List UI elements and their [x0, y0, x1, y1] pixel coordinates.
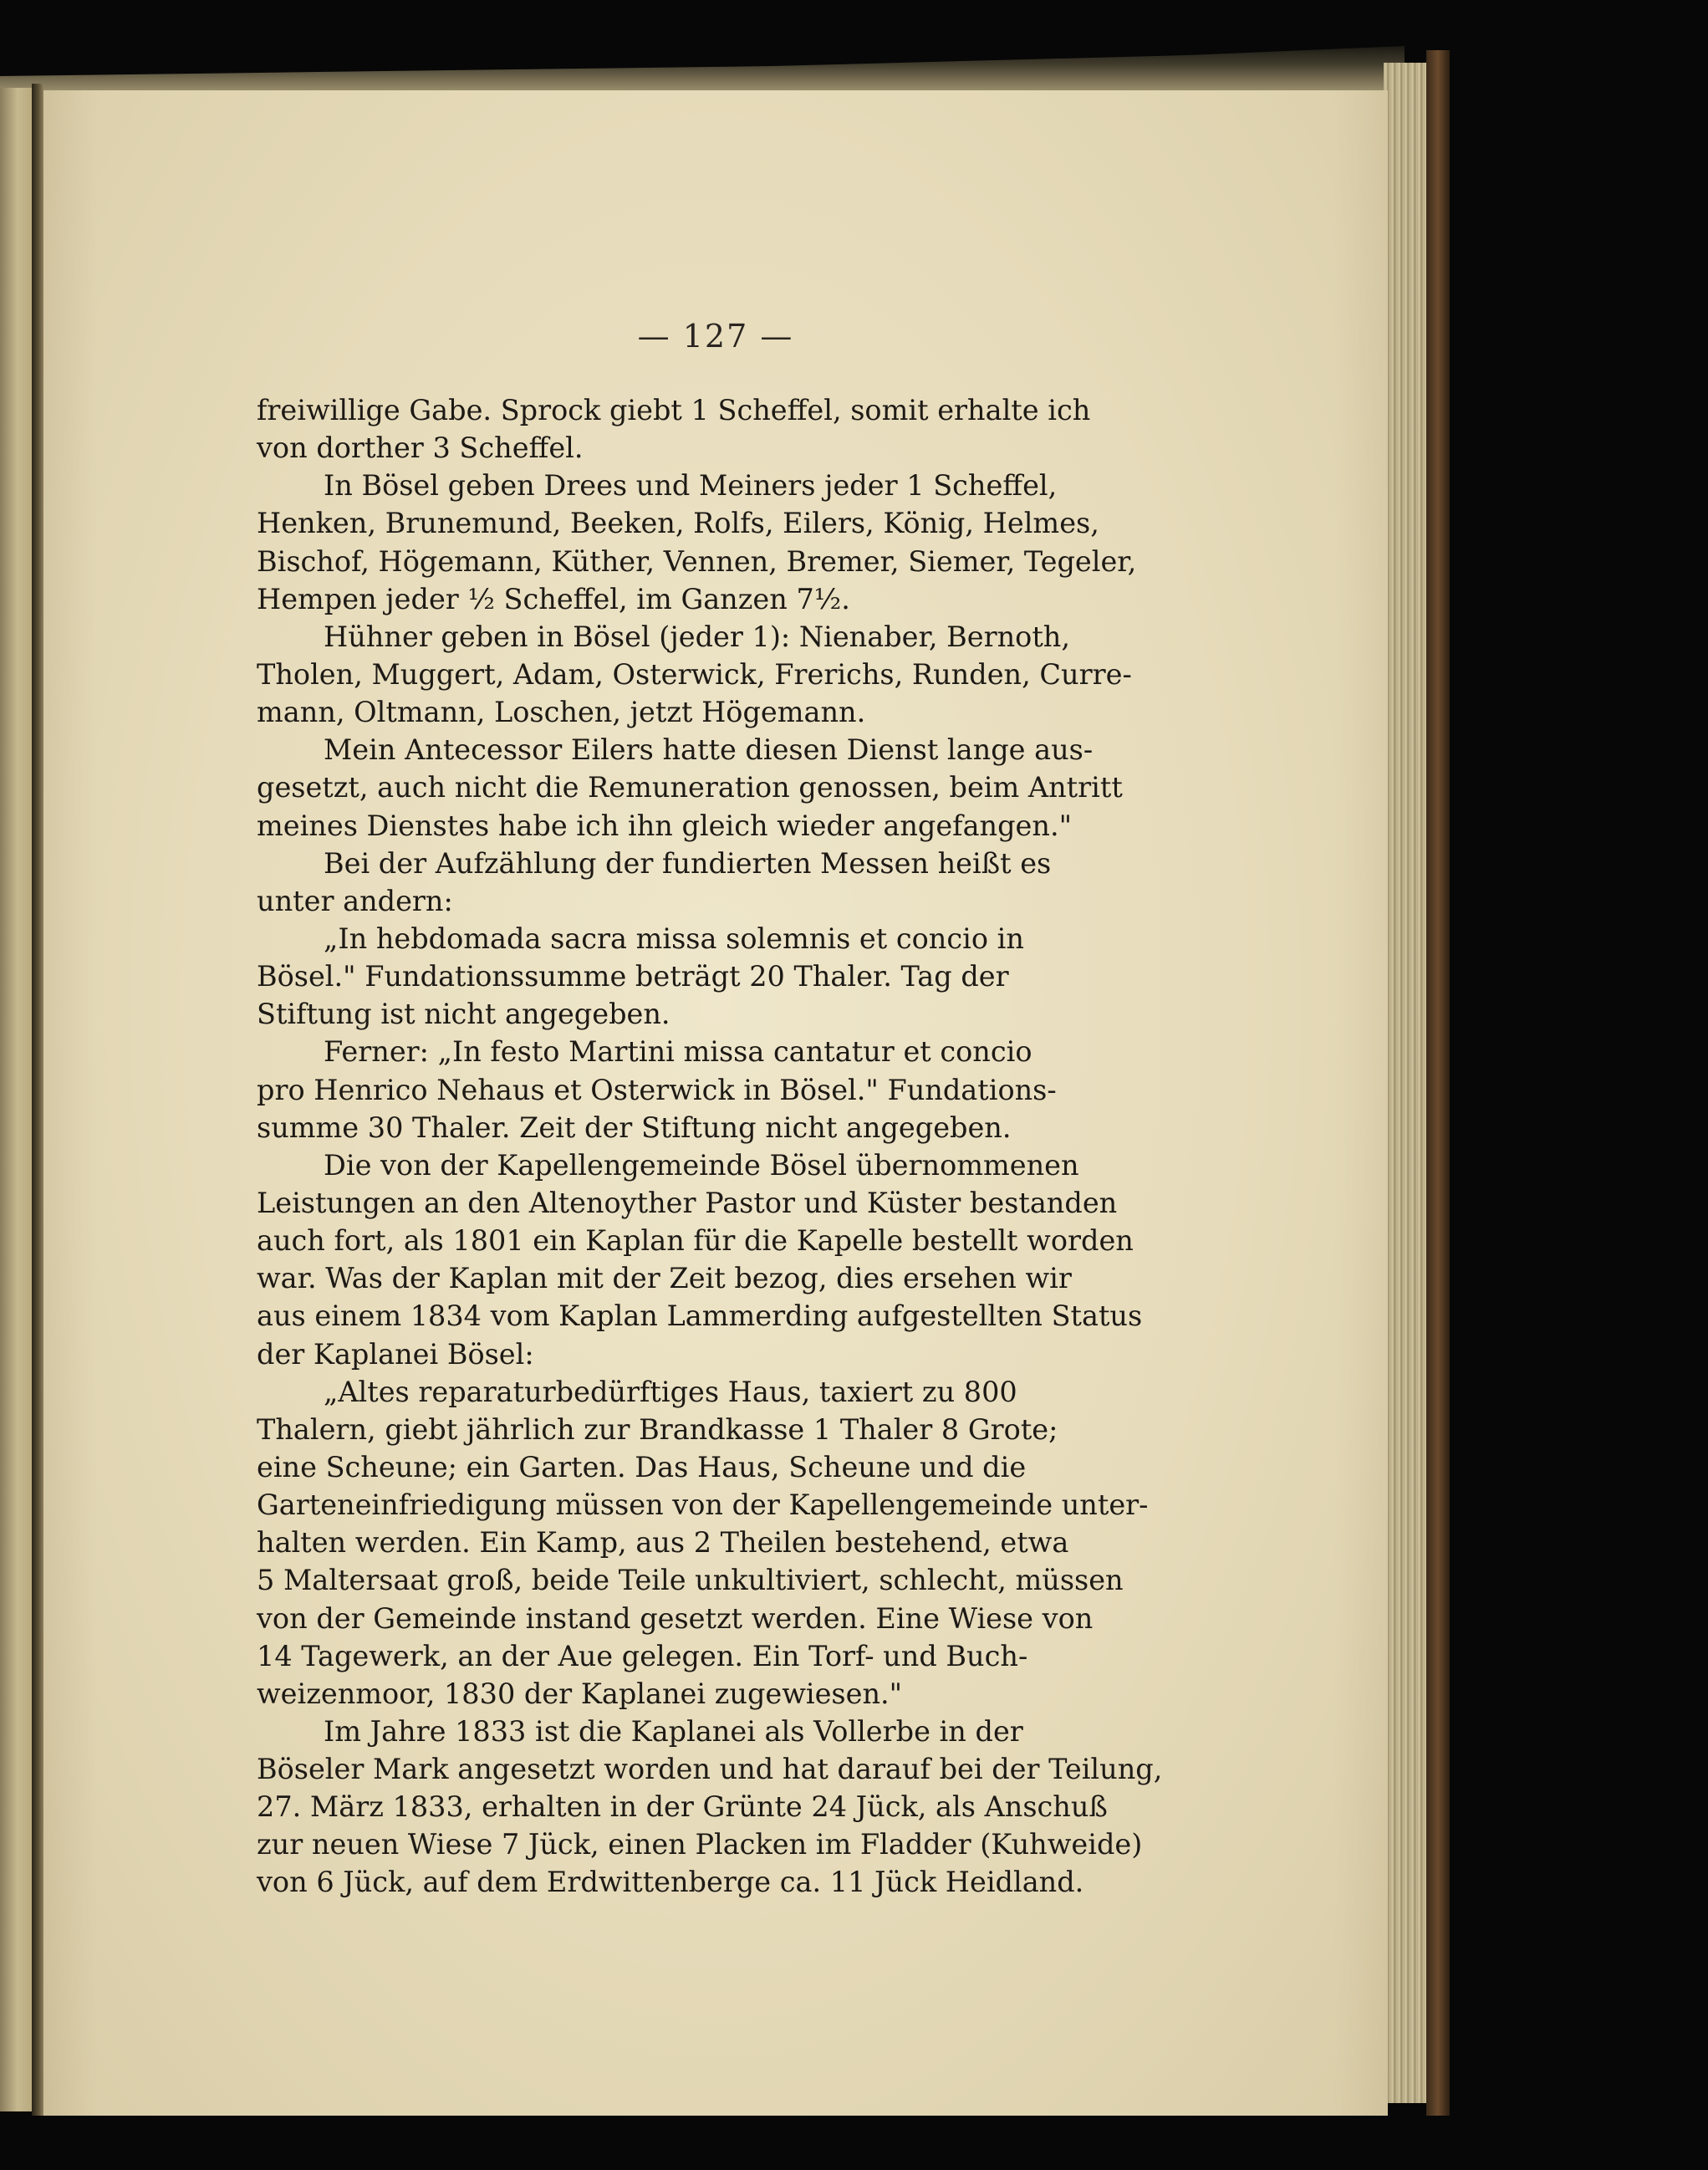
- text-line: Hempen jeder ½ Scheffel, im Ganzen 7½.: [257, 582, 850, 615]
- text-line: Tholen, Muggert, Adam, Osterwick, Frerichs, Runden, Curre-: [257, 657, 1132, 691]
- text-line: gesetzt, auch nicht die Remuneration genossen, beim Antritt: [257, 771, 1123, 804]
- text-line: meines Dienstes habe ich ihn gleich wieder angefangen.": [257, 809, 1073, 842]
- text-line: Böseler Mark angesetzt worden und hat darauf bei der Teilung,: [257, 1753, 1163, 1786]
- text-line: von der Gemeinde instand gesetzt werden. Eine Wiese von: [257, 1601, 1094, 1635]
- text-line: Thalern, giebt jährlich zur Brandkasse 1 Thaler 8 Grote;: [257, 1412, 1058, 1446]
- text-line: der Kaplanei Bösel:: [257, 1337, 534, 1371]
- text-line: summe 30 Thaler. Zeit der Stiftung nicht angegeben.: [257, 1111, 1012, 1144]
- text-line: 27. März 1833, erhalten in der Grünte 24 Jück, als Anschuß: [257, 1790, 1108, 1824]
- text-line: von 6 Jück, auf dem Erdwittenberge ca. 11 Jück Heidland.: [257, 1866, 1084, 1899]
- text-line: war. Was der Kaplan mit der Zeit bezog, dies ersehen wir: [257, 1262, 1072, 1295]
- text-line: „Altes reparaturbedürftiges Haus, taxiert zu 800: [324, 1375, 1017, 1408]
- text-line: „In hebdomada sacra missa solemnis et concio in: [324, 922, 1024, 955]
- text-line: weizenmoor, 1830 der Kaplanei zugewiesen.": [257, 1677, 903, 1710]
- text-line: von dorther 3 Scheffel.: [257, 431, 584, 465]
- text-line: Bei der Aufzählung der fundierten Messen heißt es: [324, 846, 1052, 880]
- text-line: Mein Antecessor Eilers hatte diesen Dienst lange aus-: [324, 733, 1094, 767]
- book-gutter: [32, 84, 43, 2116]
- text-line: 5 Maltersaat groß, beide Teile unkultiviert, schlecht, müssen: [257, 1564, 1124, 1597]
- text-line: Bösel." Fundationssumme beträgt 20 Thaler. Tag der: [257, 960, 1009, 993]
- text-line: auch fort, als 1801 ein Kaplan für die Kapelle bestellt worden: [257, 1224, 1134, 1258]
- text-line: freiwillige Gabe. Sprock giebt 1 Scheffel, somit erhalte ich: [257, 394, 1091, 426]
- page-text-body: [257, 391, 1202, 1902]
- text-line: Stiftung ist nicht angegeben.: [257, 998, 670, 1031]
- text-line: zur neuen Wiese 7 Jück, einen Placken im Fladder (Kuhweide): [257, 1828, 1143, 1861]
- text-line: Hühner geben in Bösel (jeder 1): Nienaber, Bernoth,: [324, 620, 1071, 653]
- page-stack-edge: [1384, 63, 1430, 2103]
- text-line: 14 Tagewerk, an der Aue gelegen. Ein Torf- und Buch-: [257, 1639, 1028, 1672]
- text-line: aus einem 1834 vom Kaplan Lammerding aufgestellten Status: [257, 1299, 1143, 1333]
- text-line: halten werden. Ein Kamp, aus 2 Theilen bestehend, etwa: [257, 1526, 1069, 1560]
- text-line: Bischof, Högemann, Küther, Vennen, Bremer, Siemer, Tegeler,: [257, 544, 1137, 578]
- text-line: Henken, Brunemund, Beeken, Rolfs, Eilers, König, Helmes,: [257, 507, 1099, 540]
- book-cover-edge: [1426, 50, 1450, 2116]
- text-line: In Bösel geben Drees und Meiners jeder 1 Scheffel,: [324, 469, 1058, 503]
- text-line: Die von der Kapellengemeinde Bösel übernommenen: [324, 1148, 1079, 1182]
- text-line: pro Henrico Nehaus et Osterwick in Bösel." Fundations-: [257, 1073, 1057, 1106]
- text-line: mann, Oltmann, Loschen, jetzt Högemann.: [257, 696, 866, 729]
- text-line: unter andern:: [257, 884, 453, 917]
- text-line: Im Jahre 1833 ist die Kaplanei als Vollerbe in der: [324, 1714, 1023, 1748]
- previous-page-edge: [0, 88, 34, 2111]
- page-number: — 127 —: [637, 318, 794, 355]
- book-page: [43, 90, 1388, 2116]
- text-line: Garteneinfriedigung müssen von der Kapellengemeinde unter-: [257, 1488, 1149, 1522]
- text-line: eine Scheune; ein Garten. Das Haus, Scheune und die: [257, 1450, 1027, 1483]
- text-line: Ferner: „In festo Martini missa cantatur et concio: [324, 1035, 1032, 1069]
- text-line: Leistungen an den Altenoyther Pastor und Küster bestanden: [257, 1186, 1118, 1219]
